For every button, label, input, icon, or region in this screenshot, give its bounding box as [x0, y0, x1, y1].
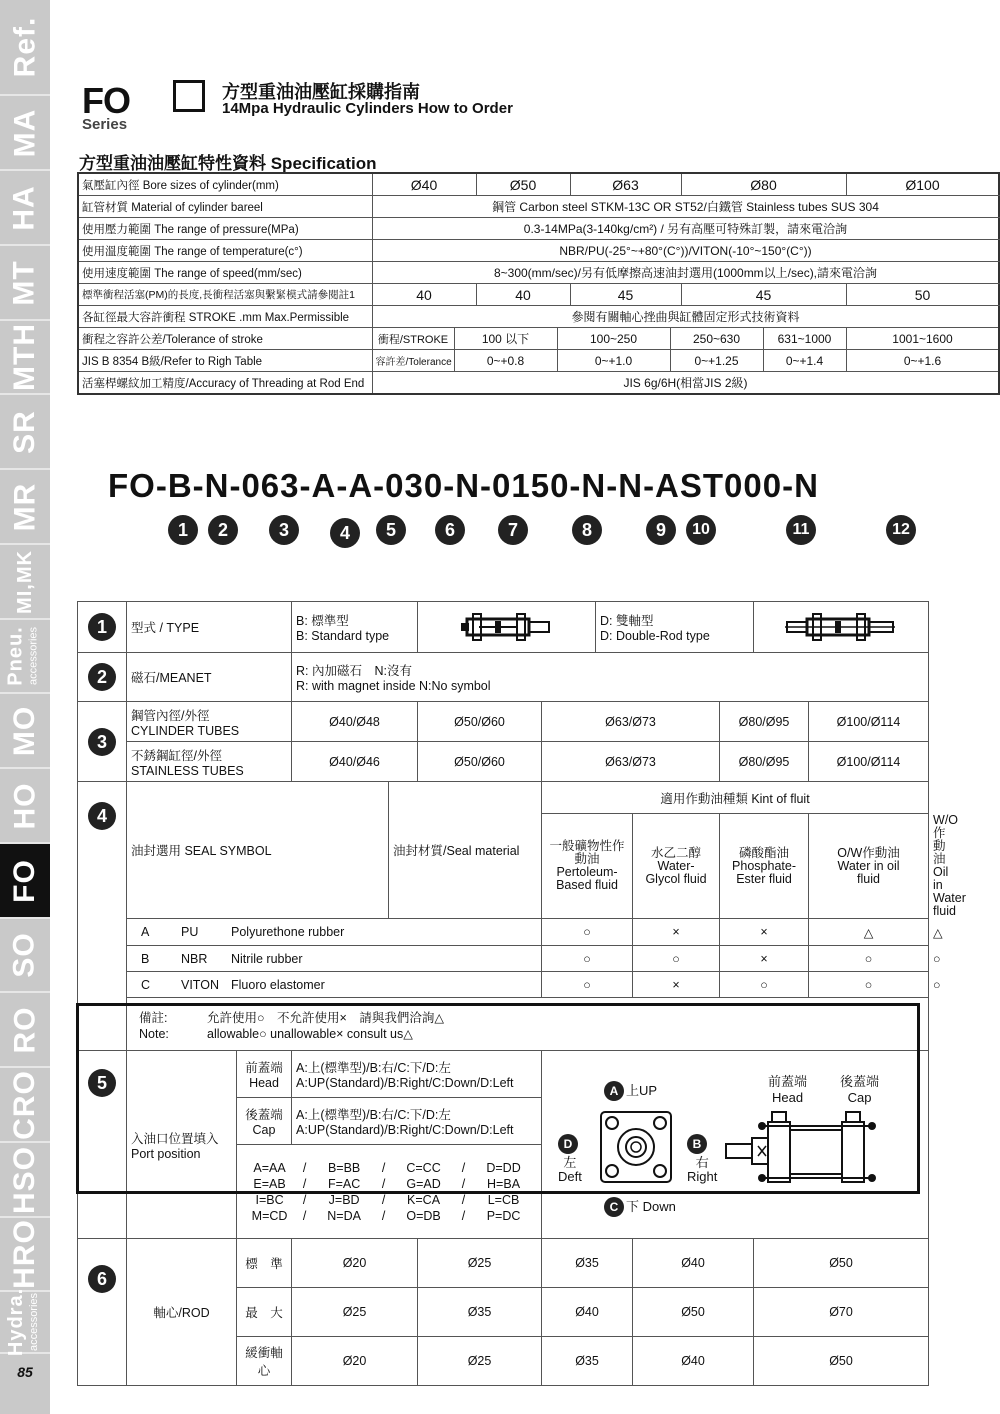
fluid-petroleum	[542, 814, 633, 919]
seal-desc: Nitrile rubber	[231, 951, 303, 966]
port-d-marker: D	[558, 1134, 578, 1154]
stroke-cell: 631~1000	[763, 328, 846, 350]
seal-symbol-label: 油封選用 SEAL SYMBOL	[127, 782, 389, 919]
row-number: 5	[88, 1069, 116, 1097]
head-options-zh: A:上(標準型)/B:右/C:下/D:左	[296, 1061, 451, 1075]
page-title-zh: 方型重油油壓缸採購指南	[222, 82, 420, 102]
order-row-fluids: 一般礦物性作動油 Pertoleum- Based fluid 水乙二醇 Water- Glycol fluid 磷酸酯油 Phosphate- Ester fluid O/W作動油 Water in oil fluid W/O作動油 Oil in Water fluid	[78, 814, 929, 919]
spec-row-stroke	[78, 328, 999, 350]
tube-cell: Ø63/Ø73	[542, 742, 720, 782]
compat-mark: ○	[720, 972, 809, 998]
rod-cell: Ø40	[633, 1337, 754, 1386]
tube-cell: Ø100/Ø114	[809, 702, 929, 742]
rod-cell: Ø25	[292, 1288, 418, 1337]
port-position-figure	[542, 1051, 929, 1239]
type-b-cell	[292, 602, 418, 653]
order-row-tubes-stainless	[78, 742, 929, 782]
rod-label: 軸心/ROD	[127, 1239, 237, 1386]
type-d-zh: D: 雙軸型	[600, 614, 654, 628]
rod-cell: Ø35	[542, 1337, 633, 1386]
pm-cell: 50	[846, 284, 999, 306]
row-number: 1	[88, 613, 116, 641]
spec-value: JIS 6g/6H(相當JIS 2級)	[372, 372, 999, 395]
fluid-en: Ester fluid	[736, 871, 792, 886]
rod-cell: Ø50	[754, 1239, 929, 1288]
code-position-4: 4	[330, 518, 360, 548]
spec-row-thread	[78, 372, 999, 395]
combo: E=AB	[253, 1176, 286, 1191]
seal-code: B	[141, 951, 150, 966]
order-row-tubes-steel	[78, 702, 929, 742]
combo: N=DA	[327, 1208, 361, 1223]
pm-cell: 45	[570, 284, 681, 306]
fig-head-zh: 前蓋端	[768, 1073, 808, 1089]
cap-en: Cap	[252, 1123, 276, 1137]
row-number: 2	[88, 663, 116, 691]
pm-cell: 40	[372, 284, 476, 306]
cylinder-side-view	[720, 1110, 890, 1196]
order-row-port-head	[78, 1051, 929, 1098]
fluid-zh: 一般礦物性作動油	[549, 839, 625, 866]
steel-tube-label	[127, 702, 292, 742]
head-en: Head	[249, 1076, 279, 1090]
steel-en: CYLINDER TUBES	[131, 723, 240, 738]
rod-cell: Ø25	[418, 1239, 542, 1288]
fluid-phosphate	[720, 814, 809, 919]
head-options	[292, 1051, 542, 1098]
rod-cell: Ø20	[292, 1239, 418, 1288]
combo: H=BA	[487, 1176, 521, 1191]
spec-row-max-stroke	[78, 306, 999, 328]
tab-sr[interactable]: SR	[0, 395, 50, 470]
stroke-cell: 100~250	[557, 328, 670, 350]
port-label-en: Port position	[131, 1146, 201, 1161]
bore-cell: Ø40	[372, 173, 476, 196]
tab-hso[interactable]: HSO	[0, 1143, 50, 1218]
rod-cell: Ø40	[633, 1239, 754, 1288]
row-number: 6	[88, 1265, 116, 1293]
tab-ha[interactable]: HA	[0, 171, 50, 246]
type-d-cell	[596, 602, 754, 653]
spec-row-material	[78, 196, 999, 218]
spec-value: 8~300(mm/sec)/另有低摩擦高速油封選用(1000mm以上/sec),請來電洽詢	[372, 262, 999, 284]
compat-mark: ○	[542, 972, 633, 998]
steel-zh: 鋼管內徑/外徑	[131, 708, 210, 723]
note-label-zh: 備註:	[139, 1010, 168, 1025]
tab-ma[interactable]: MA	[0, 96, 50, 171]
rod-cell: Ø50	[754, 1337, 929, 1386]
combo: P=DC	[486, 1208, 521, 1223]
combo-row: M=CD / N=DA / O=DB / P=DC	[243, 1208, 535, 1224]
spec-label: 使用壓力範圍 The range of pressure(MPa)	[78, 218, 372, 240]
tab-ho[interactable]: HO	[0, 769, 50, 844]
fluid-en: Phosphate-	[732, 858, 796, 873]
tab-so[interactable]: SO	[0, 919, 50, 993]
tube-cell: Ø50/Ø60	[418, 742, 542, 782]
fluid-en: Water in oil	[837, 858, 900, 873]
port-right-zh: 右	[695, 1154, 709, 1170]
tolerance-cell: 0~+1.6	[846, 350, 999, 372]
port-down-label: 下 Down	[626, 1198, 676, 1214]
stroke-cell: 250~630	[670, 328, 763, 350]
spec-label: 衝程之容許公差/Tolerance of stroke	[78, 328, 372, 350]
spec-row-pressure	[78, 218, 999, 240]
tube-cell: Ø80/Ø95	[720, 742, 809, 782]
port-combinations	[237, 1145, 542, 1239]
spec-label: 氣壓缸內徑 Bore sizes of cylinder(mm)	[78, 173, 372, 196]
seal-material-label: 油封材質/Seal material	[389, 782, 542, 919]
spec-label: 缸管材質 Material of cylinder bareel	[78, 196, 372, 218]
rod-cell: Ø50	[633, 1288, 754, 1337]
fluid-header: 適用作動油種類 Kint of fluit	[542, 782, 929, 814]
port-left-en: Deft	[558, 1168, 582, 1184]
stainless-zh: 不銹鋼缸徑/外徑	[131, 748, 222, 763]
seal-desc: Polyurethone rubber	[231, 925, 345, 939]
double-rod-cylinder-icon	[754, 602, 929, 653]
tab-cro[interactable]: CRO	[0, 1068, 50, 1143]
head-cover-end-view	[597, 1108, 675, 1190]
stroke-header: 衝程/STROKE	[372, 328, 454, 350]
compat-mark: ○	[809, 972, 929, 998]
rod-cell: Ø35	[542, 1239, 633, 1288]
order-row-type	[78, 602, 929, 653]
rod-cell: Ø20	[292, 1337, 418, 1386]
spec-heading: 方型重油油壓缸特性資料 Specification	[79, 154, 377, 173]
spec-label: JIS B 8354 B級/Refer to Righ Table	[78, 350, 372, 372]
fig-head-en: Head	[771, 1089, 804, 1105]
spec-value: 參閱有關軸心挫曲與缸體固定形式技術資料	[372, 306, 999, 328]
tab-ro[interactable]: RO	[0, 993, 50, 1068]
bore-cell: Ø50	[476, 173, 570, 196]
combo: C=CC	[406, 1160, 441, 1175]
tolerance-cell: 0~+0.8	[454, 350, 557, 372]
seal-note	[127, 998, 929, 1051]
tube-cell: Ø40/Ø48	[292, 702, 418, 742]
seal-row-c: C VITON Fluoro elastomer ○ × ○ ○ ○	[78, 972, 929, 998]
type-b-en: B: Standard type	[296, 629, 390, 643]
spec-label: 標準衝程活塞(PM)的長度,長衝程活塞與繫緊模式請參閱註1	[78, 284, 372, 306]
fluid-zh: 水乙二醇	[651, 845, 702, 860]
fluid-en: Pertoleum-	[556, 865, 618, 879]
stroke-cell: 1001~1600	[846, 328, 999, 350]
seal-row-a: A PU Polyurethone rubber ○ × × △ △	[78, 919, 929, 946]
type-b-zh: B: 標準型	[296, 614, 349, 628]
tab-fo[interactable]: FO	[0, 844, 50, 919]
code-position-10: 10	[686, 515, 716, 545]
seal-row-b: B NBR Nitrile rubber ○ ○ × ○ ○	[78, 946, 929, 972]
compat-mark: ○	[809, 946, 929, 972]
combo: L=CB	[487, 1192, 520, 1207]
spec-value: 鋼管 Carbon steel STKM-13C OR ST52/白鐵管 Stainless tubes SUS 304	[372, 196, 999, 218]
combo: G=AD	[406, 1176, 441, 1191]
code-position-12: 12	[886, 515, 916, 545]
row-number: 3	[88, 728, 116, 756]
code-position-5: 5	[376, 515, 406, 545]
tolerance-cell: 0~+1.4	[763, 350, 846, 372]
rod-row-label: 標 準	[237, 1239, 292, 1288]
code-position-11: 11	[786, 515, 816, 545]
port-label-zh: 入油口位置填入	[131, 1131, 219, 1146]
tab-ref[interactable]: Ref.	[0, 0, 50, 96]
magnet-options	[292, 653, 929, 702]
compat-mark: ×	[720, 946, 809, 972]
category-sidebar	[0, 0, 50, 1414]
standard-cylinder-icon	[418, 602, 596, 653]
spec-table	[77, 172, 1000, 395]
seal-code: A	[141, 925, 150, 939]
seal-note-row	[78, 998, 929, 1051]
fig-cap-zh: 後蓋端	[840, 1073, 880, 1089]
tube-cell: Ø80/Ø95	[720, 702, 809, 742]
note-label-en: Note:	[139, 1026, 169, 1041]
row-number: 4	[88, 802, 116, 830]
cap-options-zh: A:上(標準型)/B:右/C:下/D:左	[296, 1108, 451, 1122]
code-position-6: 6	[435, 515, 465, 545]
spec-row-speed	[78, 262, 999, 284]
seal-name: NBR	[181, 951, 208, 966]
stainless-tube-label	[127, 742, 292, 782]
cap-options-en: A:UP(Standard)/B:Right/C:Down/D:Left	[296, 1123, 514, 1137]
code-position-2: 2	[208, 515, 238, 545]
spec-row-temperature	[78, 240, 999, 262]
order-row-seal-head	[78, 782, 929, 814]
code-position-7: 7	[498, 515, 528, 545]
combo-row: I=BC / J=BD / K=CA / L=CB	[243, 1192, 535, 1208]
stainless-en: STAINLESS TUBES	[131, 763, 244, 778]
type-d-en: D: Double-Rod type	[600, 629, 710, 643]
type-label: 型式 / TYPE	[127, 602, 292, 653]
tab-pneu-accessories[interactable]: Pneu. accessories	[0, 620, 50, 694]
rod-cell: Ø40	[542, 1288, 633, 1337]
port-label	[127, 1051, 237, 1239]
compat-mark: ○	[542, 919, 633, 946]
fig-cap-en: Cap	[847, 1089, 872, 1105]
seal-b	[127, 946, 542, 972]
head-label	[237, 1051, 292, 1098]
fluid-en: Based fluid	[556, 878, 618, 892]
order-table	[77, 601, 966, 1386]
page-title-en: 14Mpa Hydraulic Cylinders How to Order	[222, 100, 513, 117]
order-row-magnet	[78, 653, 929, 702]
cap-options	[292, 1098, 542, 1145]
bore-cell: Ø63	[570, 173, 681, 196]
note-en: allowable○ unallowable× consult us△	[207, 1026, 413, 1041]
order-row-rod-standard	[78, 1239, 929, 1288]
magnet-label: 磁石/MEANET	[127, 653, 292, 702]
tab-hydra-accessories[interactable]: Hydra. accessories	[0, 1292, 50, 1354]
magnet-zh: R: 內加磁石 N:沒有	[296, 664, 412, 678]
spec-row-bore	[78, 173, 999, 196]
compat-mark: ×	[633, 919, 720, 946]
spec-label: 各缸徑最大容許衝程 STROKE .mm Max.Permissible	[78, 306, 372, 328]
tolerance-header: 容許差/Tolerance	[372, 350, 454, 372]
tolerance-cell: 0~+1.0	[557, 350, 670, 372]
tolerance-cell: 0~+1.25	[670, 350, 763, 372]
compat-mark: ×	[633, 972, 720, 998]
pm-cell: 45	[681, 284, 846, 306]
fluid-en: fluid	[857, 871, 880, 886]
cap-label	[237, 1098, 292, 1145]
stroke-cell: 100 以下	[454, 328, 557, 350]
port-right-en: Right	[687, 1168, 718, 1184]
code-position-9: 9	[646, 515, 676, 545]
spec-value: NBR/PU(-25°~+80°(C°))/VITON(-10°~150°(C°))	[372, 240, 999, 262]
note-zh: 允許使用○ 不允許使用× 請與我們洽詢△	[207, 1010, 444, 1025]
seal-c	[127, 972, 542, 998]
bore-cell: Ø80	[681, 173, 846, 196]
tube-cell: Ø50/Ø60	[418, 702, 542, 742]
code-position-1: 1	[168, 515, 198, 545]
tab-mr[interactable]: MR	[0, 470, 50, 545]
spec-row-tolerance	[78, 350, 999, 372]
compat-mark: ×	[720, 919, 809, 946]
fluid-water-in-oil	[809, 814, 929, 919]
combo: J=BD	[328, 1192, 360, 1207]
seal-name: VITON	[181, 977, 219, 992]
seal-a	[127, 919, 542, 946]
spec-label: 使用速度範圍 The range of speed(mm/sec)	[78, 262, 372, 284]
tab-mth[interactable]: MTH	[0, 321, 50, 395]
rod-row-label: 緩衝軸心	[237, 1337, 292, 1386]
seal-code: C	[141, 977, 151, 992]
tube-cell: Ø100/Ø114	[809, 742, 929, 782]
tube-cell: Ø63/Ø73	[542, 702, 720, 742]
combo: K=CA	[407, 1192, 441, 1207]
fluid-zh: 磷酸酯油	[739, 845, 790, 860]
compat-mark: ○	[542, 946, 633, 972]
spec-row-pm	[78, 284, 999, 306]
rod-cell: Ø70	[754, 1288, 929, 1337]
fluid-en: Glycol fluid	[645, 871, 707, 886]
fluid-zh: O/W作動油	[837, 845, 900, 860]
magnet-en: R: with magnet inside N:No symbol	[296, 679, 491, 693]
order-code: FO-B-N-063-A-A-030-N-0150-N-N-AST000-N	[108, 467, 819, 504]
combo: D=DD	[486, 1160, 521, 1175]
tab-hro[interactable]: HRO	[0, 1218, 50, 1292]
combo: I=BC	[255, 1192, 284, 1207]
combo: A=AA	[253, 1160, 286, 1175]
seal-name: PU	[181, 925, 199, 939]
rod-cell: Ø25	[418, 1337, 542, 1386]
port-c-marker: C	[604, 1197, 624, 1217]
combo: F=AC	[327, 1176, 361, 1191]
pm-cell: 40	[476, 284, 570, 306]
series-label: Series	[82, 116, 128, 133]
series-box	[173, 80, 205, 112]
tab-mt[interactable]: MT	[0, 246, 50, 321]
port-a-marker: A	[604, 1081, 624, 1101]
spec-label: 活塞桿螺紋加工精度/Accuracy of Threading at Rod End	[78, 372, 372, 395]
port-b-marker: B	[687, 1134, 707, 1154]
spec-value: 0.3-14MPa(3-140kg/cm²) / 另有高壓可特殊訂製，請來電洽詢	[372, 218, 999, 240]
head-options-en: A:UP(Standard)/B:Right/C:Down/D:Left	[296, 1076, 514, 1090]
fluid-water-glycol	[633, 814, 720, 919]
combo-grid	[243, 1160, 535, 1224]
code-position-3: 3	[269, 515, 299, 545]
tab-mi-mk[interactable]: MI,MK	[0, 545, 50, 620]
seal-desc: Fluoro elastomer	[231, 977, 325, 992]
head-zh: 前蓋端	[245, 1061, 283, 1075]
bore-cell: Ø100	[846, 173, 999, 196]
combo-row: A=AA / B=BB / C=CC / D=DD	[243, 1160, 535, 1176]
rod-cell: Ø35	[418, 1288, 542, 1337]
tube-cell: Ø40/Ø46	[292, 742, 418, 782]
combo-row: E=AB / F=AC / G=AD / H=BA	[243, 1176, 535, 1192]
cap-zh: 後蓋端	[245, 1108, 283, 1122]
code-position-8: 8	[572, 515, 602, 545]
combo: B=BB	[327, 1160, 361, 1175]
combo: O=DB	[406, 1208, 441, 1223]
port-left-zh: 左	[563, 1154, 577, 1170]
compat-mark: △	[809, 919, 929, 946]
combo: M=CD	[251, 1208, 288, 1223]
port-up-label: 上UP	[626, 1082, 658, 1098]
compat-mark: ○	[633, 946, 720, 972]
spec-label: 使用溫度範圍 The range of temperature(c°)	[78, 240, 372, 262]
series-code: FO	[82, 80, 130, 121]
fluid-en: Water-	[657, 858, 695, 873]
rod-row-label: 最 大	[237, 1288, 292, 1337]
tab-mo[interactable]: MO	[0, 694, 50, 769]
page-number: 85	[17, 1364, 33, 1380]
